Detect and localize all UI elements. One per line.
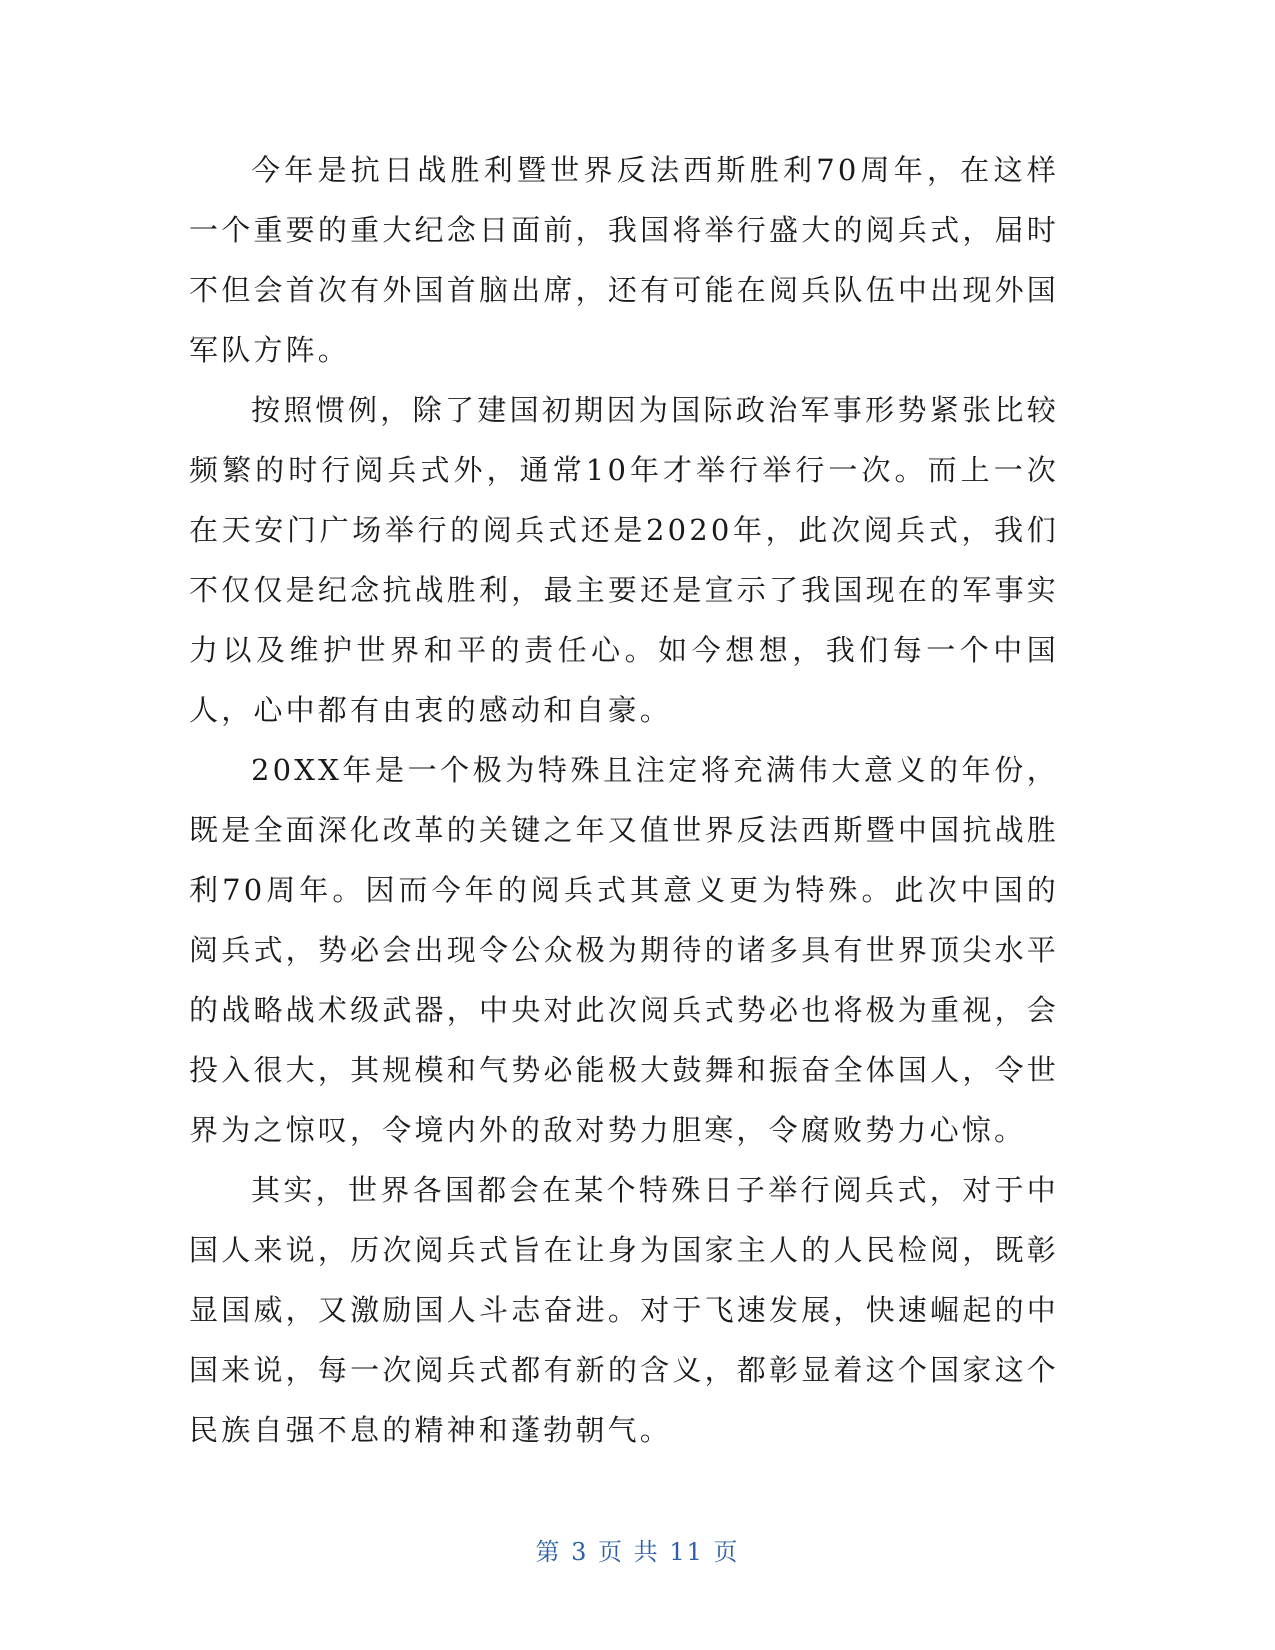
paragraph-3: 20XX年是一个极为特殊且注定将充满伟大意义的年份，既是全面深化改革的关键之年又值世界反法西斯暨中国抗战胜利70周年。因而今年的阅兵式其意义更为特殊。此次中国的阅兵式，势必会出现令公众极为期待的诸多具有世界顶尖水平的战略战术级武器，中央对此次阅兵式势必也将极为重视，会投入很大，其规模和气势必能极大鼓舞和振奋全体国人，令世界为之惊叹，令境内外的敌对势力胆寒，令腐败势力心惊。 xyxy=(189,753,1059,1147)
paragraph-4: 其实，世界各国都会在某个特殊日子举行阅兵式，对于中国人来说，历次阅兵式旨在让身为国家主人的人民检阅，既彰显国威，又激励国人斗志奋进。对于飞速发展，快速崛起的中国来说，每一次阅兵式都有新的含义，都彰显着这个国家这个民族自强不息的精神和蓬勃朝气。 xyxy=(189,1173,1059,1447)
footer-prefix: 第 xyxy=(535,1538,562,1566)
footer-current-page: 3 xyxy=(571,1538,589,1566)
footer-total-pages: 11 xyxy=(669,1538,704,1566)
footer-suffix: 页 xyxy=(713,1538,740,1566)
paragraph-2: 按照惯例，除了建国初期因为国际政治军事形势紧张比较频繁的时行阅兵式外，通常10年才举行举行一次。而上一次在天安门广场举行的阅兵式还是2020年，此次阅兵式，我们不仅仅是纪念抗战胜利，最主要还是宣示了我国现在的军事实力以及维护世界和平的责任心。如今想想，我们每一个中国人，心中都有由衷的感动和自豪。 xyxy=(189,393,1059,727)
body-text xyxy=(189,140,1059,1460)
page-number-footer xyxy=(0,1532,1275,1567)
paragraph-1: 今年是抗日战胜利暨世界反法西斯胜利70周年，在这样一个重要的重大纪念日面前，我国将举行盛大的阅兵式，届时不但会首次有外国首脑出席，还有可能在阅兵队伍中出现外国军队方阵。 xyxy=(189,153,1059,367)
footer-middle: 页 共 xyxy=(598,1538,660,1566)
